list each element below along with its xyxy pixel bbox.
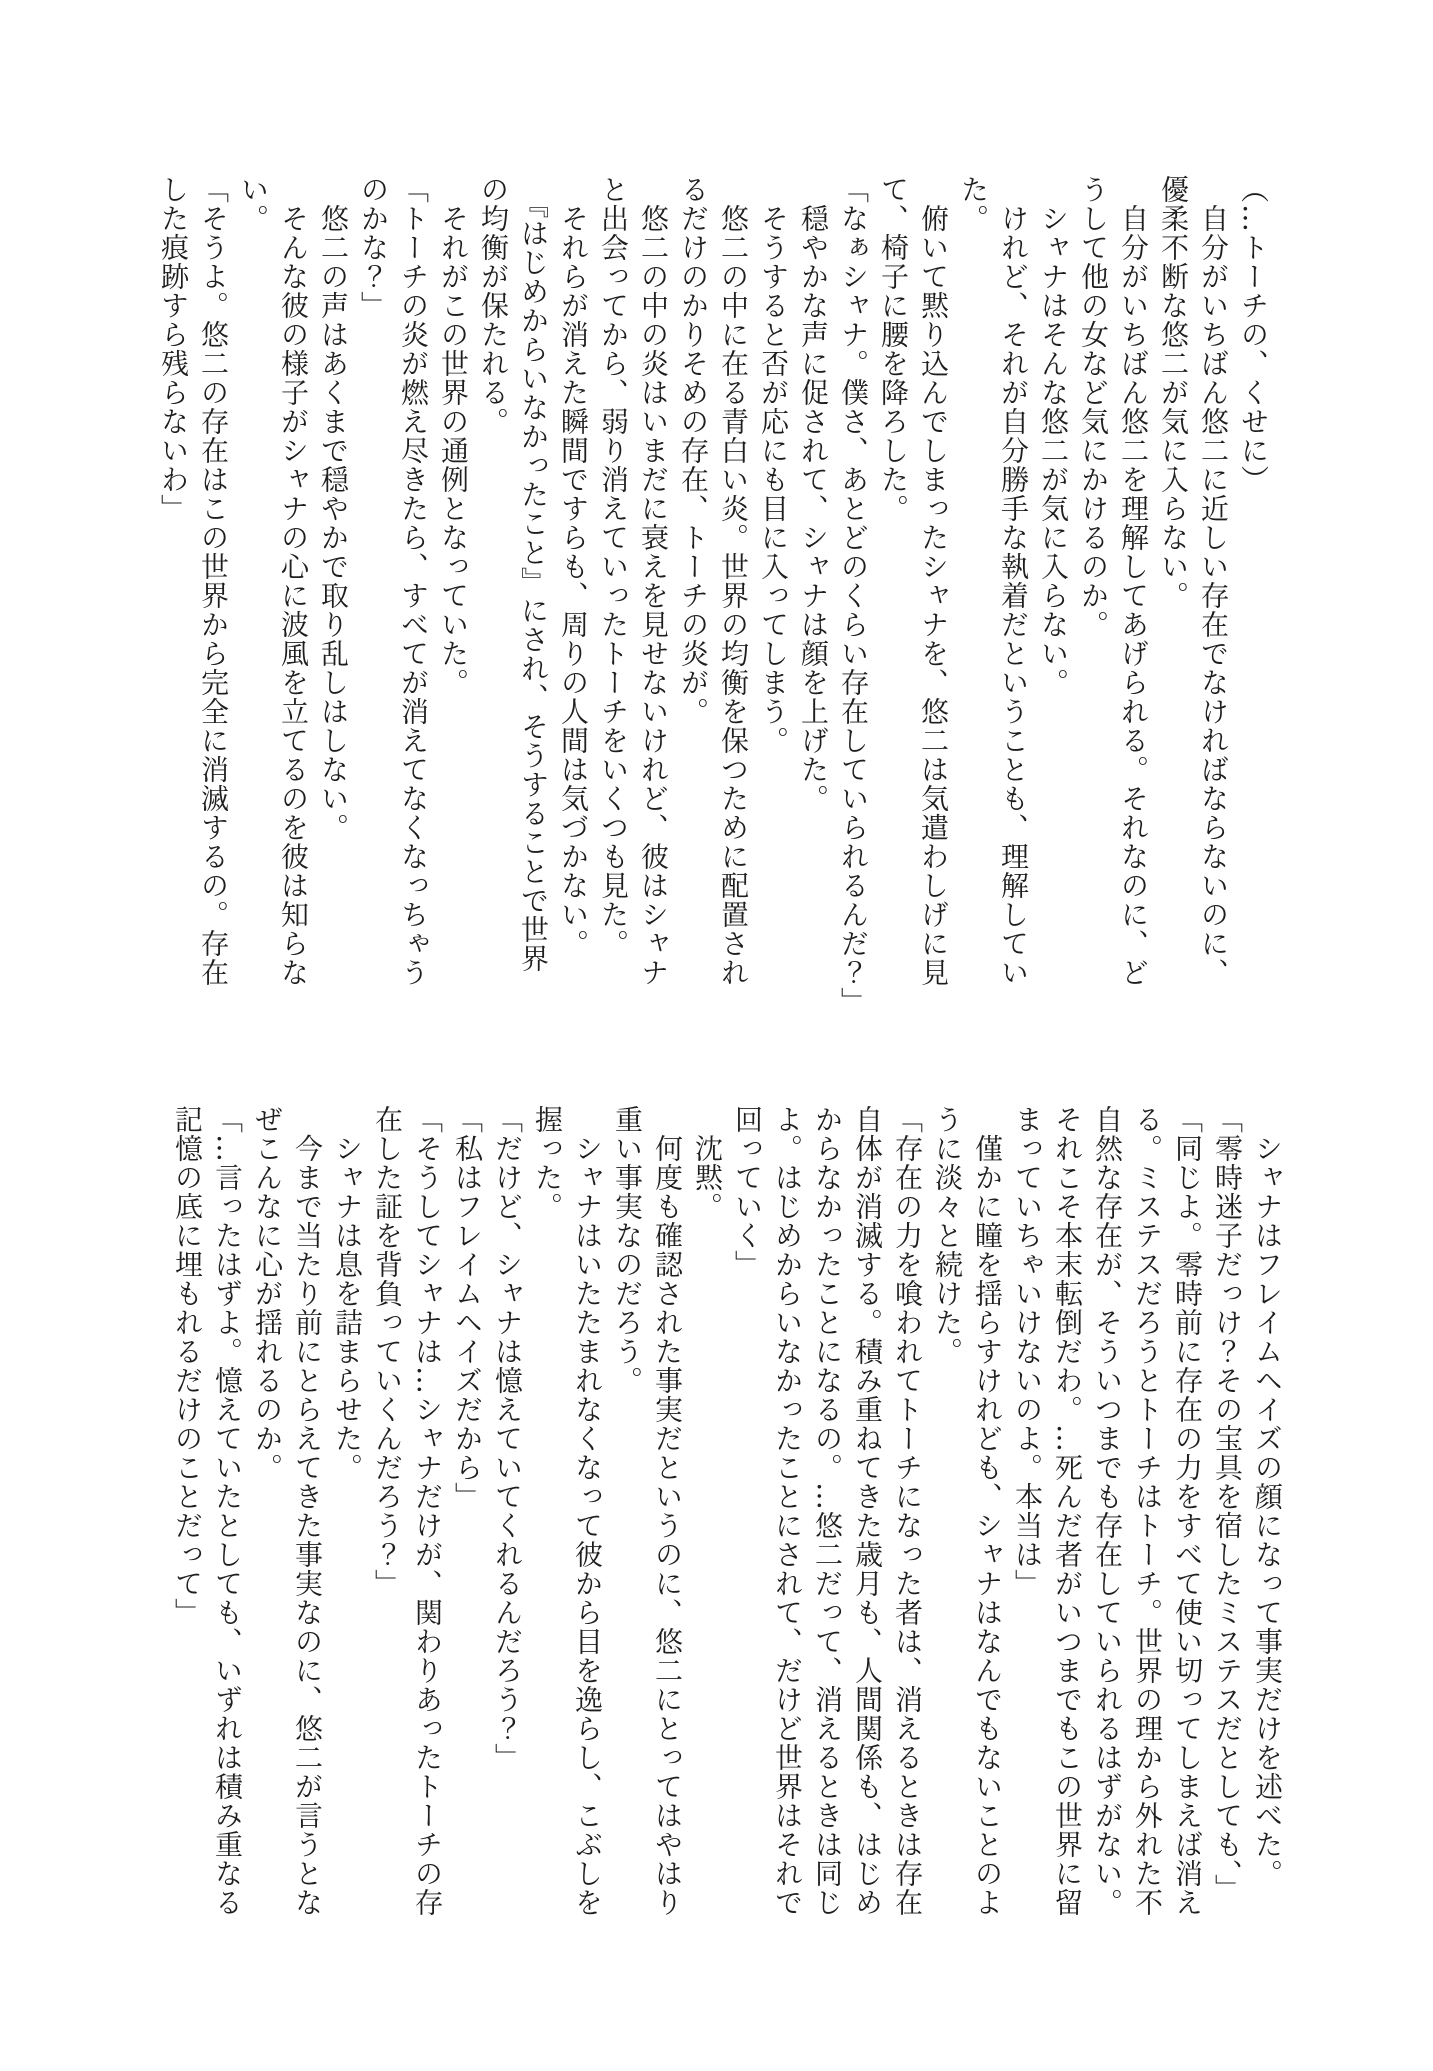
- text-line: 「存在の力を喰われてトーチになった者は、消えるときは存在: [891, 1105, 924, 1917]
- text-line: 重い事実なのだろう。: [611, 1105, 644, 1395]
- text-line: からなかったことになるの。…悠二だって、消えるときは同じ: [811, 1105, 844, 1917]
- text-line: 「…言ったはずよ。憶えていたとしても、いずれは積み重なる: [211, 1105, 244, 1917]
- text-line: よ。はじめからいなかったことにされて、だけど世界はそれで: [771, 1105, 804, 1917]
- text-line: シャナは息を詰まらせた。: [331, 1105, 364, 1482]
- text-line: それがこの世界の通例となっていた。: [437, 175, 470, 697]
- text-line: （…トーチの、くせに）: [1237, 175, 1270, 494]
- text-line: 「そうしてシャナは…シャナだけが、関わりあったトーチの存: [411, 1105, 444, 1917]
- text-line: と出会ってから、弱り消えていったトーチをいくつも見た。: [597, 175, 630, 958]
- text-line: まっていちゃいけないのよ。本当は」: [1011, 1105, 1044, 1598]
- text-line: けれど、それが自分勝手な執着だということも、理解してい: [997, 175, 1030, 987]
- text-line: それこそ本末転倒だわ。…死んだ者がいつまでもこの世界に留: [1051, 1105, 1084, 1917]
- text-line: る。ミステスだろうとトーチはトーチ。世界の理から外れた不: [1131, 1105, 1164, 1917]
- text-line: 悠二の中の炎はいまだに衰えを見せないけれど、彼はシャナ: [637, 175, 670, 987]
- text-line: 『はじめからいなかったこと』にされ、そうすることで世界: [517, 175, 550, 973]
- text-line: 今まで当たり前にとらえてきた事実なのに、悠二が言うとな: [291, 1105, 324, 1917]
- text-line: シャナはそんな悠二が気に入らない。: [1037, 175, 1070, 697]
- text-line: 「私はフレイムヘイズだから」: [451, 1105, 484, 1511]
- upper-page-text-block: [153, 175, 1273, 1020]
- text-line: の均衡が保たれる。: [477, 175, 510, 436]
- text-line: 何度も確認された事実だというのに、悠二にとってはやはり: [651, 1105, 684, 1917]
- text-line: 自然な存在が、そういつまでも存在していられるはずがない。: [1091, 1105, 1124, 1917]
- text-line: 悠二の中に在る青白い炎。世界の均衡を保つために配置され: [717, 175, 750, 987]
- text-line: 握った。: [531, 1105, 564, 1221]
- text-line: 自分がいちばん悠二に近しい存在でなければならないのに、: [1197, 175, 1230, 987]
- text-line: 「そうよ。悠二の存在はこの世界から完全に消滅するの。存在: [197, 175, 230, 987]
- text-line: 在した証を背負っていくんだろう？」: [371, 1105, 404, 1598]
- text-line: た。: [957, 175, 990, 233]
- text-line: うして他の女など気にかけるのか。: [1077, 175, 1110, 639]
- text-line: 自体が消滅する。積み重ねてきた歳月も、人間関係も、はじめ: [851, 1105, 884, 1917]
- text-line: そうすると否が応にも目に入ってしまう。: [757, 175, 790, 755]
- text-line: 穏やかな声に促されて、シャナは顔を上げた。: [797, 175, 830, 813]
- text-line: て、椅子に腰を降ろした。: [877, 175, 910, 523]
- text-line: 「トーチの炎が燃え尽きたら、すべてが消えてなくなっちゃう: [397, 175, 430, 987]
- text-line: 記憶の底に埋もれるだけのことだって」: [171, 1105, 204, 1627]
- text-line: それらが消えた瞬間ですらも、周りの人間は気づかない。: [557, 175, 590, 958]
- text-line: 沈黙。: [691, 1105, 724, 1221]
- text-line: うに淡々と続けた。: [931, 1105, 964, 1366]
- text-line: 優柔不断な悠二が気に入らない。: [1157, 175, 1190, 610]
- text-line: した痕跡すら残らないわ」: [157, 175, 190, 523]
- text-line: そんな彼の様子がシャナの心に波風を立てるのを彼は知らな: [277, 175, 310, 987]
- text-line: 「同じよ。零時前に存在の力をすべて使い切ってしまえば消え: [1171, 1105, 1204, 1917]
- text-line: 悠二の声はあくまで穏やかで取り乱しはしない。: [317, 175, 350, 842]
- text-line: ぜこんなに心が揺れるのか。: [251, 1105, 284, 1482]
- text-line: 僅かに瞳を揺らすけれども、シャナはなんでもないことのよ: [971, 1105, 1004, 1917]
- text-line: 「だけど、シャナは憶えていてくれるんだろう？」: [491, 1105, 524, 1772]
- text-line: のかな？」: [357, 175, 390, 320]
- text-line: 自分がいちばん悠二を理解してあげられる。それなのに、ど: [1117, 175, 1150, 987]
- text-line: 「なぁシャナ。僕さ、あとどのくらい存在していられるんだ？」: [837, 175, 870, 1016]
- text-line: シャナはフレイムヘイズの顔になって事実だけを述べた。: [1251, 1105, 1284, 1888]
- lower-page-text-block: [167, 1105, 1287, 1930]
- text-line: い。: [237, 175, 270, 233]
- text-line: 回っていく」: [731, 1105, 764, 1279]
- text-line: るだけのかりそめの存在、トーチの炎が。: [677, 175, 710, 726]
- text-line: 俯いて黙り込んでしまったシャナを、悠二は気遣わしげに見: [917, 175, 950, 987]
- text-line: シャナはいたたまれなくなって彼から目を逸らし、こぶしを: [571, 1105, 604, 1917]
- text-line: 「零時迷子だっけ？その宝具を宿したミステスだとしても、」: [1211, 1105, 1244, 1903]
